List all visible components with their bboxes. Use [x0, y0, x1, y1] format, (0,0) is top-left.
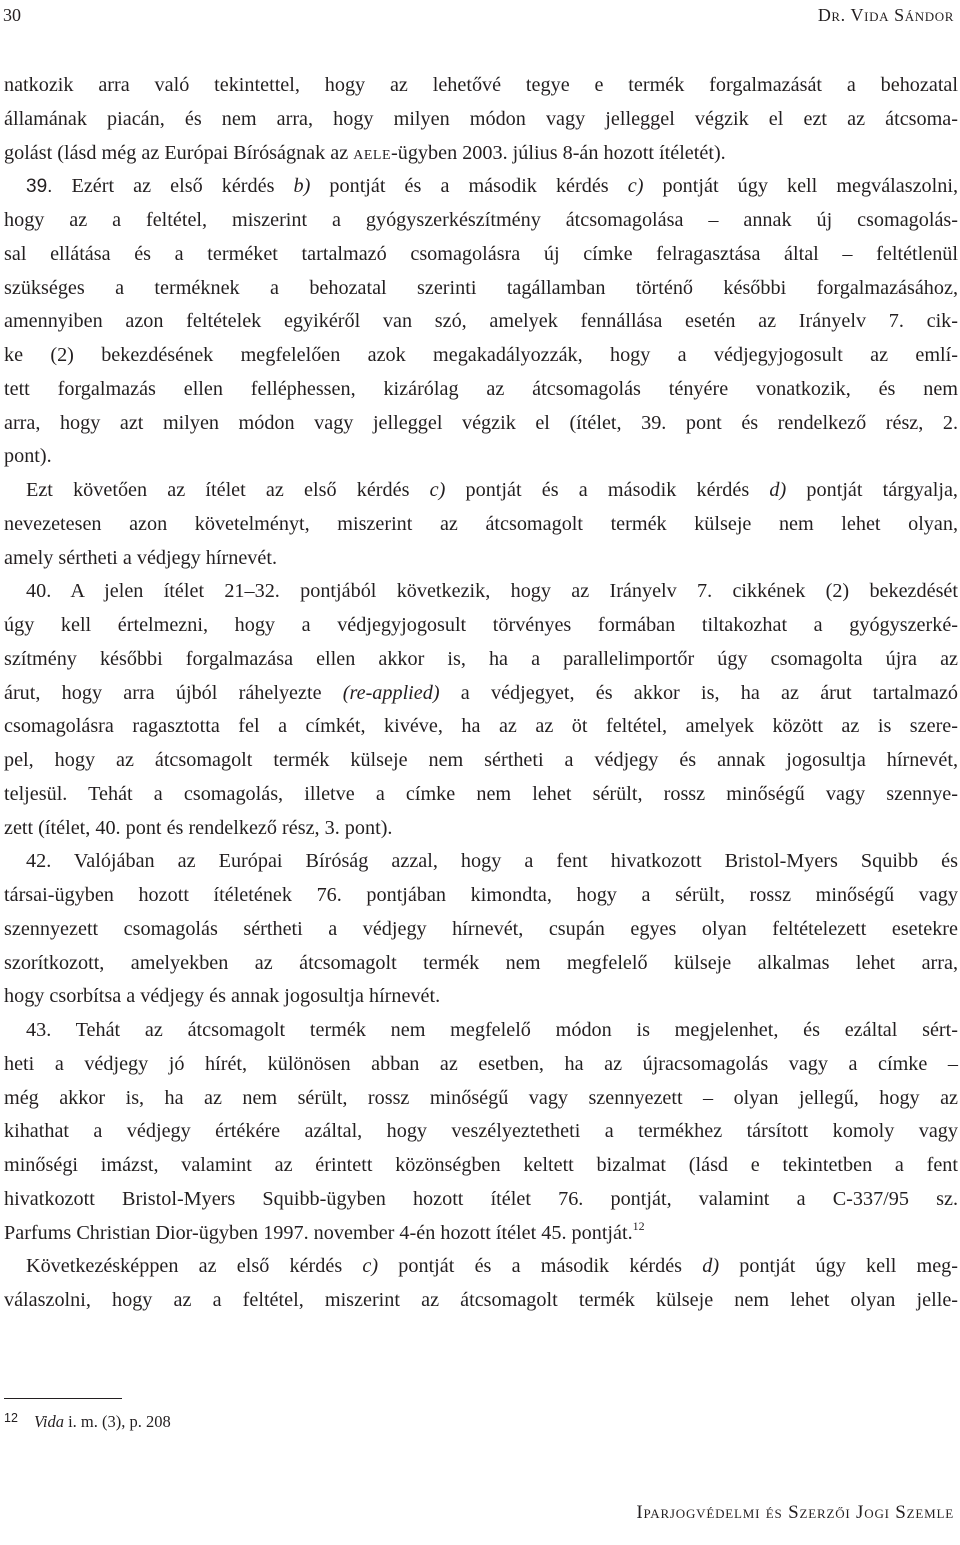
text-line: natkozik arra való tekintettel, hogy az lehetővé tegye e termék forgalmazását a behozatal	[4, 74, 958, 96]
text-line: pel, hogy az átcsomagolt termék külseje nem sértheti a védjegy és annak jogosultja hírnevét,	[4, 749, 958, 771]
text-line: pont).	[4, 445, 52, 468]
line-segment: Parfums Christian Dior-ügyben 1997. november 4-én hozott ítélet 45. pontját.	[4, 1221, 633, 1244]
text-line: ke (2) bekezdésének megfelelően azok megakadályozzák, hogy a védjegyjogosult az emlí-	[4, 344, 958, 366]
line-segment: -ügyben 2003. július 8-án hozott ítéletét).	[391, 141, 726, 164]
paragraph-number: 39.	[26, 176, 53, 198]
text-line: amennyiben azon feltételek egyikéről van szó, amelyek fennállása esetén az Irányelv 7. cik-	[4, 310, 958, 333]
paragraph-43-body	[4, 1048, 958, 1251]
text-line: hivatkozott Bristol-Myers Squibb-ügyben hozott ítélet 76. pontját, valamint a C-337/95 sz.	[4, 1187, 958, 1210]
text-line	[4, 137, 958, 171]
text-line: 40. A jelen ítélet 21–32. pontjából következik, hogy az Irányelv 7. cikkének (2) bekezdését	[26, 580, 958, 603]
footnote-reference[interactable]: 12	[632, 1218, 645, 1233]
paragraph-43	[4, 1014, 958, 1048]
paragraph-conclusion	[4, 1250, 958, 1284]
text-line: tett forgalmazás ellen felléphessen, kizárólag az átcsomagolás tényére vonatkozik, és nem	[4, 377, 958, 400]
footnote-text: i. m. (3), p. 208	[63, 1412, 171, 1431]
paragraph-continuation	[4, 69, 958, 170]
text-line: társai-ügyben hozott ítéletének 76. pontjában kimondta, hogy a sérült, rossz minőségű vagy	[4, 884, 958, 906]
text-line: 43. Tehát az átcsomagolt termék nem megfelelő módon is megjelenhet, és ezáltal sért-	[26, 1019, 958, 1041]
case-name-aele: aele	[353, 141, 392, 164]
footnote-divider	[4, 1398, 122, 1399]
paragraph-39-body	[4, 204, 958, 474]
text-line: Ezt követően az ítélet az első kérdés c) pontját és a második kérdés d) pontját tárgyalja,	[26, 479, 958, 501]
paragraph-40-body	[4, 609, 958, 845]
text-line: árut, hogy arra újból ráhelyezte (re-applied) a védjegyet, és akkor is, ha az árut tartalmazó	[4, 681, 958, 704]
paragraph-transition	[4, 474, 958, 508]
text-line: 39. Ezért az első kérdés b) pontját és a második kérdés c) pontját úgy kell megválaszolni,	[26, 175, 958, 198]
text-line: válaszolni, hogy az a feltétel, miszerint az átcsomagolt termék külseje nem lehet olyan jelle-	[4, 1289, 958, 1311]
running-head-author: Dr. Vida Sándor	[817, 5, 954, 25]
text-line: még akkor is, ha az nem sérült, rossz minőségű vagy szennyezett – olyan jellegű, hogy az	[4, 1086, 958, 1109]
text-line: szorítkozott, amelyekben az átcsomagolt termék nem megfelelő külseje alkalmas lehet arra,	[4, 951, 958, 974]
text-line: csomagolásra ragasztotta fel a címkét, kivéve, ha az az öt feltétel, amelyek között az is szere-	[4, 715, 958, 738]
paragraph-42-body	[4, 879, 958, 1014]
text-line	[4, 1217, 958, 1251]
text-line: sal ellátása és a terméket tartalmazó csomagolásra új címke felragasztása által – feltétlenül	[4, 242, 958, 265]
paragraph-39	[4, 170, 958, 204]
text-line: hogy az a feltétel, miszerint a gyógyszerkészítmény átcsomagolása – annak új csomagolás-	[4, 209, 958, 231]
page-header	[3, 2, 954, 28]
page-number: 30	[3, 5, 21, 25]
paragraph-transition-body	[4, 508, 958, 576]
text-line: kihathat a védjegy értékére azáltal, hogy veszélyeztetheti a termékhez társított komoly vagy	[4, 1120, 958, 1143]
text-line: amely sértheti a védjegy hírnevét.	[4, 546, 277, 569]
text-line: heti a védjegy jó hírét, különösen abban az esetben, ha az újracsomagolás vagy a címke –	[4, 1052, 958, 1075]
text-line: zett (ítélet, 40. pont és rendelkező rész, 3. pont).	[4, 816, 393, 839]
text-line: államának piacán, és nem arra, hogy milyen módon vagy jelleggel végzik el ezt az átcsoma-	[4, 107, 958, 130]
text-line: úgy kell értelmezni, hogy a védjegyjogosult törvényes formában tiltakozhat a gyógyszerké-	[4, 614, 958, 636]
text-line: 42. Valójában az Európai Bíróság azzal, hogy a fent hivatkozott Bristol-Myers Squibb és	[26, 850, 958, 873]
footnote-12	[4, 1404, 171, 1436]
text-line: szükséges a terméknek a behozatal szerinti tagállamban történő későbbi forgalmazásához,	[4, 276, 958, 299]
paragraph-42	[4, 845, 958, 879]
footnote-mark: 12	[4, 1411, 18, 1425]
running-foot-journal: Iparjogvédelmi és Szerzői Jogi Szemle	[636, 1502, 954, 1523]
text-line: hogy csorbítsa a védjegy és annak jogosultja hírnevét.	[4, 985, 441, 1008]
text-line: teljesül. Tehát a csomagolás, illetve a címke nem lehet sérült, rossz minőségű vagy szennye-	[4, 782, 958, 805]
text-line: szítmény későbbi forgalmazása ellen akkor is, ha a parallelimportőr úgy csomagolta újra az	[4, 647, 958, 670]
paragraph-conclusion-body	[4, 1284, 958, 1318]
paragraph-40	[4, 575, 958, 609]
line-segment: golást (lásd még az Európai Bíróságnak az	[4, 141, 354, 164]
body-text	[4, 69, 958, 1318]
text-line: Következésképpen az első kérdés c) pontját és a második kérdés d) pontját úgy kell meg-	[26, 1255, 958, 1278]
footnote-author: Vida	[34, 1412, 64, 1431]
text-line: minőségi imázst, valamint az érintett közönségben keltett bizalmat (lásd e tekintetben a fent	[4, 1154, 958, 1176]
text-line: nevezetesen azon követelményt, miszerint az átcsomagolt termék külseje nem lehet olyan,	[4, 512, 958, 535]
text-line: arra, hogy azt milyen módon vagy jelleggel végzik el (ítélet, 39. pont és rendelkező rész, 2.	[4, 411, 958, 434]
text-line: szennyezett csomagolás sértheti a védjegy hírnevét, csupán egyes olyan feltételezett esetekre	[4, 917, 958, 940]
